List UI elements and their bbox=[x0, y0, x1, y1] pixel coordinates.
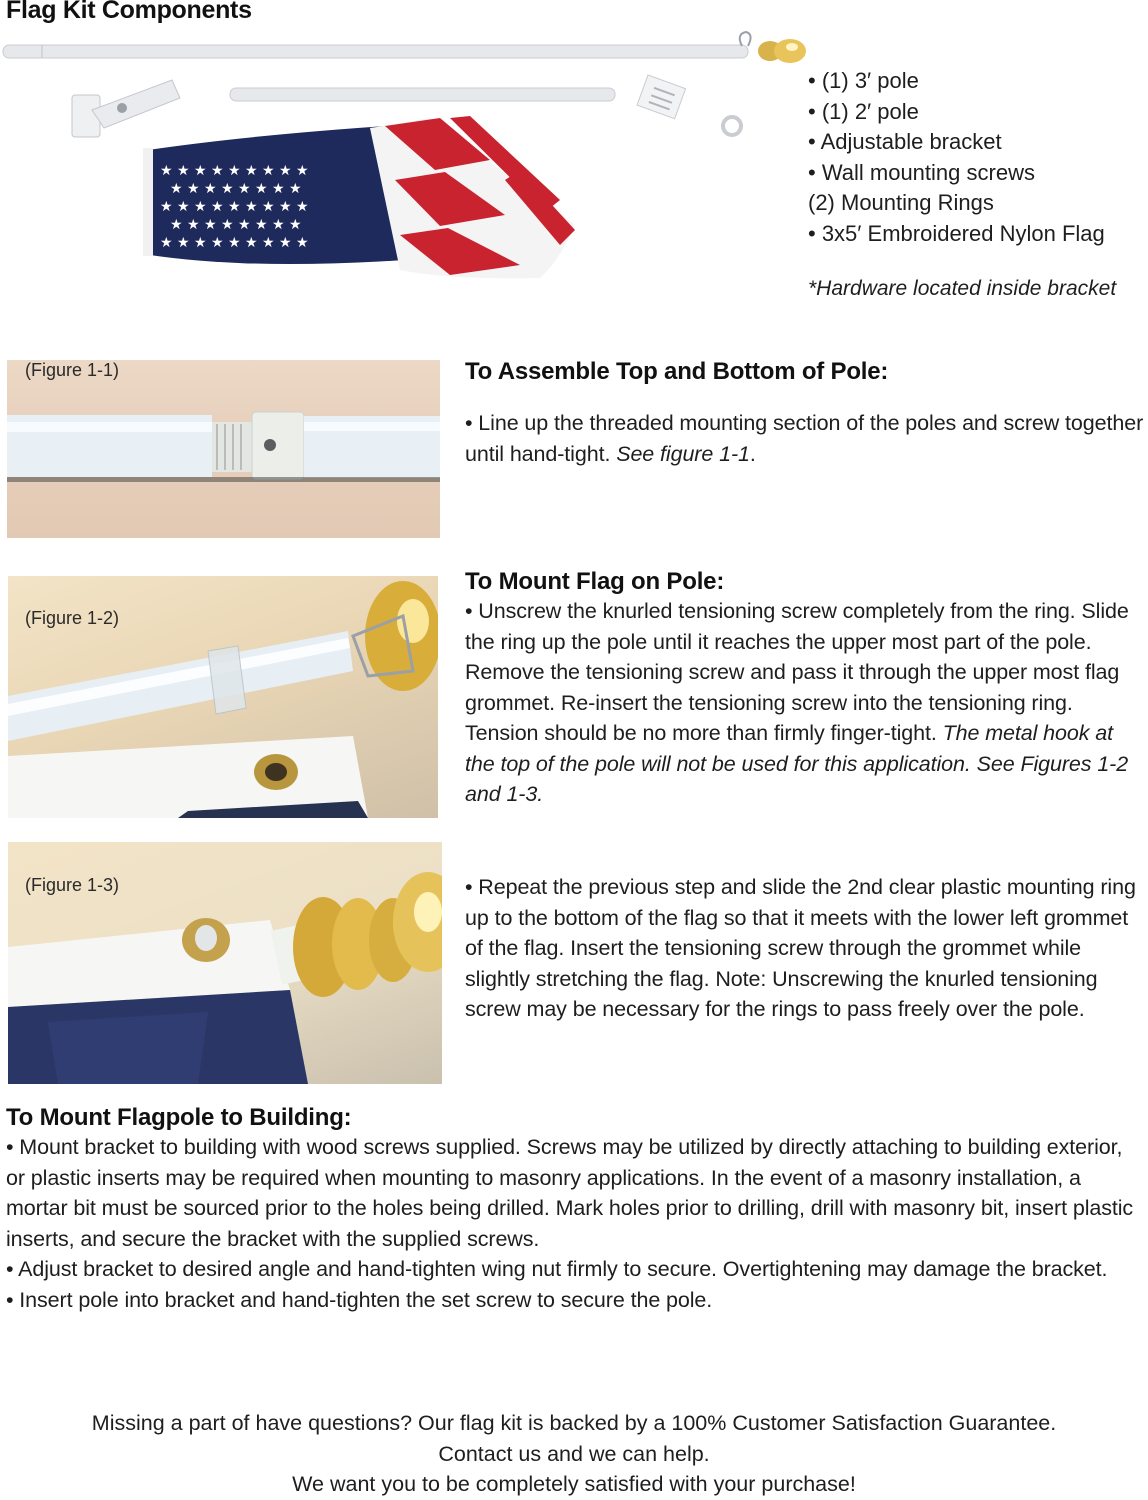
list-item: • (1) 2′ pole bbox=[808, 98, 919, 124]
step2-instructions: • Repeat the previous step and slide the 2nd clear plastic mounting ring up to the bottom of the flag so that it meets with the lower left grommet of the flag. Insert the tensioning screw through the grommet while slightly stretching the flag. Note: Unscrewing the knurled tensioning screw may be necessary for the rings to pass freely over the pole. bbox=[465, 875, 1136, 1021]
svg-text:★ ★ ★ ★ ★ ★ ★ ★: ★ ★ ★ ★ ★ ★ ★ ★ bbox=[170, 181, 302, 197]
pole-joint-image bbox=[7, 360, 440, 538]
satisfaction-text: We want you to be completely satisfied with your purchase! bbox=[292, 1472, 856, 1496]
figure-1-3-photo bbox=[8, 842, 442, 1084]
step1-note: The metal hook at the top of the pole will not be used for this application. See Figures 1-2 and 1-3. bbox=[465, 721, 1129, 806]
list-item: • Insert pole into bracket and hand-tighten the set screw to secure the pole. bbox=[6, 1287, 713, 1312]
list-item: • (1) 3′ pole bbox=[808, 68, 919, 93]
section-heading: To Assemble Top and Bottom of Pole: bbox=[465, 358, 889, 385]
guarantee-text: Missing a part of have questions? Our flag kit is backed by a 100% Customer Satisfaction Guarantee. bbox=[91, 1411, 1057, 1435]
step1-instructions: • Unscrew the knurled tensioning screw completely from the ring. Slide the ring up the pole until it reaches the upper most part of the pole. Remove the tensioning screw and pass it through the upper most flag grommet. Re-insert the tensioning screw into the tensioning ring. Tension should be no more than firmly finger-tight. bbox=[465, 599, 1129, 745]
list-item: • Mount bracket to building with wood screws supplied. Screws may be utilized by directly attaching to building exterior, or plastic inserts may be required when mounting to masonry applications. In the event of a masonry installation, a mortar bit must be sourced prior to the holes being drilled. Mark holes prior to drilling, drill with masonry bit, insert plastic inserts, and secure the bracket with the supplied screws. bbox=[6, 1135, 1134, 1251]
figure-label: (Figure 1-1) bbox=[25, 360, 120, 380]
assemble-section bbox=[465, 358, 1145, 469]
page-title: Flag Kit Components bbox=[6, 0, 252, 24]
hardware-note: *Hardware located inside bracket bbox=[808, 277, 1117, 300]
figure-1-2-photo bbox=[8, 576, 438, 818]
section-heading: To Mount Flag on Pole: bbox=[465, 568, 725, 595]
list-item: • 3x5′ Embroidered Nylon Flag bbox=[808, 220, 1105, 246]
list-item: (2) Mounting Rings bbox=[808, 190, 994, 215]
list-item: • Wall mounting screws bbox=[808, 159, 1035, 185]
svg-text:★ ★ ★ ★ ★ ★ ★ ★ ★: ★ ★ ★ ★ ★ ★ ★ ★ ★ bbox=[160, 163, 309, 179]
assemble-text bbox=[465, 408, 1145, 469]
period: . bbox=[749, 441, 756, 466]
kit-illustration bbox=[0, 30, 820, 290]
list-item: • Adjustable bracket bbox=[808, 129, 1002, 154]
section-heading: To Mount Flagpole to Building: bbox=[6, 1104, 352, 1131]
mount-flag-section bbox=[465, 568, 1145, 810]
components-list-section bbox=[808, 66, 1148, 301]
svg-text:★ ★ ★ ★ ★ ★ ★ ★ ★: ★ ★ ★ ★ ★ ★ ★ ★ ★ bbox=[160, 235, 309, 251]
contact-text: Contact us and we can help. bbox=[438, 1441, 710, 1466]
mount-flag-step2 bbox=[465, 872, 1145, 1025]
figure-1-1-photo bbox=[7, 360, 440, 538]
mount-building-section bbox=[6, 1104, 1146, 1315]
svg-text:★ ★ ★ ★ ★ ★ ★ ★: ★ ★ ★ ★ ★ ★ ★ ★ bbox=[170, 217, 302, 233]
figure-label: (Figure 1-3) bbox=[25, 875, 120, 895]
guarantee-footer bbox=[0, 1408, 1148, 1500]
mount-building-text bbox=[6, 1132, 1146, 1315]
components-list bbox=[808, 66, 1148, 249]
mount-flag-step1 bbox=[465, 596, 1145, 810]
list-item: • Adjust bracket to desired angle and hand-tighten wing nut firmly to secure. Overtightening may damage the bracket. bbox=[6, 1257, 1108, 1281]
assemble-instructions: • Line up the threaded mounting section of the poles and screw together until hand-tight. bbox=[465, 411, 1144, 466]
figure-label: (Figure 1-2) bbox=[25, 608, 120, 628]
flag-kit-image bbox=[0, 30, 820, 290]
svg-text:★ ★ ★ ★ ★ ★ ★ ★ ★: ★ ★ ★ ★ ★ ★ ★ ★ ★ bbox=[160, 199, 309, 215]
figure-reference: See figure 1-1 bbox=[616, 441, 750, 466]
